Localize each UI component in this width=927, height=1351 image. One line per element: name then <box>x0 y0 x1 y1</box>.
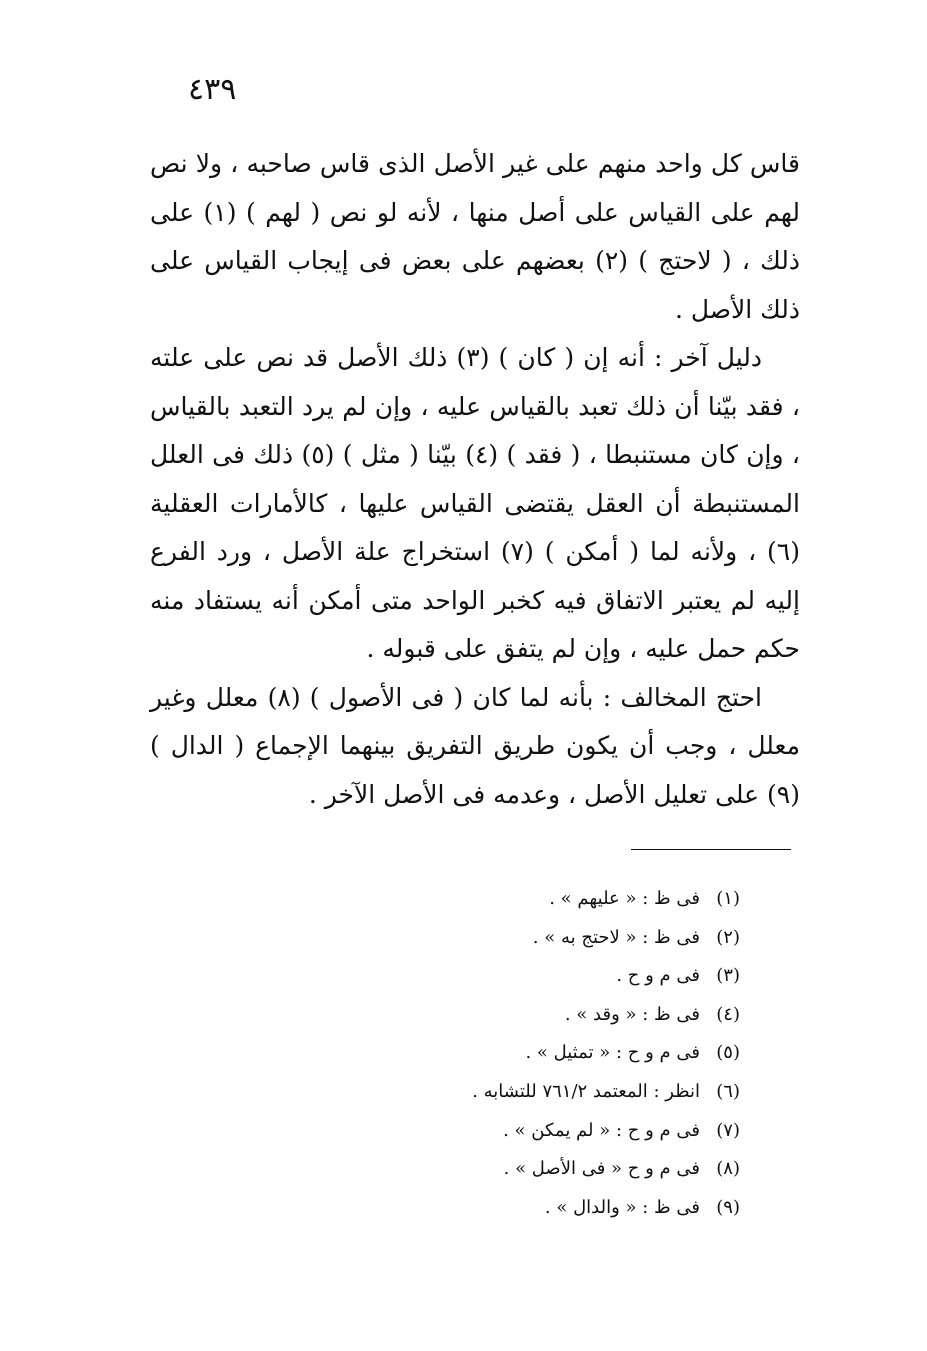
footnote-item <box>300 957 740 996</box>
footnotes-list <box>300 880 740 1227</box>
main-text <box>150 140 800 819</box>
footnote-marker: (٣) <box>716 965 740 987</box>
footnote-item <box>300 996 740 1035</box>
page-number: ٤٣٩ <box>188 72 237 107</box>
footnote-item <box>300 1112 740 1151</box>
footnote-item <box>300 919 740 958</box>
footnote-item <box>300 1189 740 1228</box>
footnote-item <box>300 880 740 919</box>
footnote-marker: (٢) <box>716 926 740 948</box>
paragraph: احتج المخالف : بأنه لما كان ( فى الأصول ) (٨) معلل وغير معلل ، وجب أن يكون طريق التفريق بينهما الإجماع ( الدال ) (٩) على تعليل الأصل ، وعدمه فى الأصل الآخر . <box>150 682 800 809</box>
footnote-text: فى ظ : « عليهم » . <box>549 888 700 909</box>
paragraph: قاس كل واحد منهم على غير الأصل الذى قاس صاحبه ، ولا نص لهم على القياس على أصل منها ، لأنه لو نص ( لهم ) (١) على ذلك ، ( لاحتج ) (٢) بعضهم على بعض فى إيجاب القياس على ذلك الأصل . <box>150 149 800 324</box>
footnote-marker: (١) <box>716 888 740 909</box>
footnote-text: فى م و ح . <box>616 965 700 987</box>
footnote-text: انظر : المعتمد ٧٦١/٢ للتشابه . <box>472 1080 700 1102</box>
footnote-marker: (٥) <box>716 1042 740 1064</box>
footnote-item <box>300 1034 740 1073</box>
footnote-text: فى م و ح « فى الأصل » . <box>503 1158 700 1180</box>
footnote-text: فى ظ : « وقد » . <box>564 1003 700 1025</box>
paragraph: دليل آخر : أنه إن ( كان ) (٣) ذلك الأصل قد نص على علته ، فقد بيّنا أن ذلك تعبد بالقياس عليه ، وإن لم يرد التعبد بالقياس ، وإن كان مستنبطا ، ( فقد ) (٤) بيّنا ( مثل ) (٥) ذلك فى العلل المستنبطة أن العقل يقتضى القياس عليها ، كالأمارات العقلية (٦) ، ولأنه لما ( أمكن ) (٧) استخراج علة الأصل ، ورد الفرع إليه لم يعتبر الاتفاق فيه كخبر الواحد متى أمكن أنه يستفاد منه حكم حمل عليه ، وإن لم يتفق على قبوله . <box>150 343 800 663</box>
footnote-marker: (٩) <box>716 1196 740 1218</box>
footnote-marker: (٨) <box>716 1158 740 1180</box>
footnote-text: فى ظ : « والدال » . <box>544 1196 700 1218</box>
footnote-marker: (٤) <box>716 1003 740 1025</box>
footnote-text: فى م و ح : « تمثيل » . <box>525 1042 700 1064</box>
footnote-marker: (٦) <box>716 1080 740 1102</box>
footnote-divider <box>631 849 791 850</box>
footnote-marker: (٧) <box>716 1119 740 1141</box>
footnote-item <box>300 1073 740 1112</box>
footnote-item <box>300 1150 740 1189</box>
footnote-text: فى ظ : « لاحتج به » . <box>532 926 700 948</box>
footnote-text: فى م و ح : « لم يمكن » . <box>503 1119 700 1141</box>
